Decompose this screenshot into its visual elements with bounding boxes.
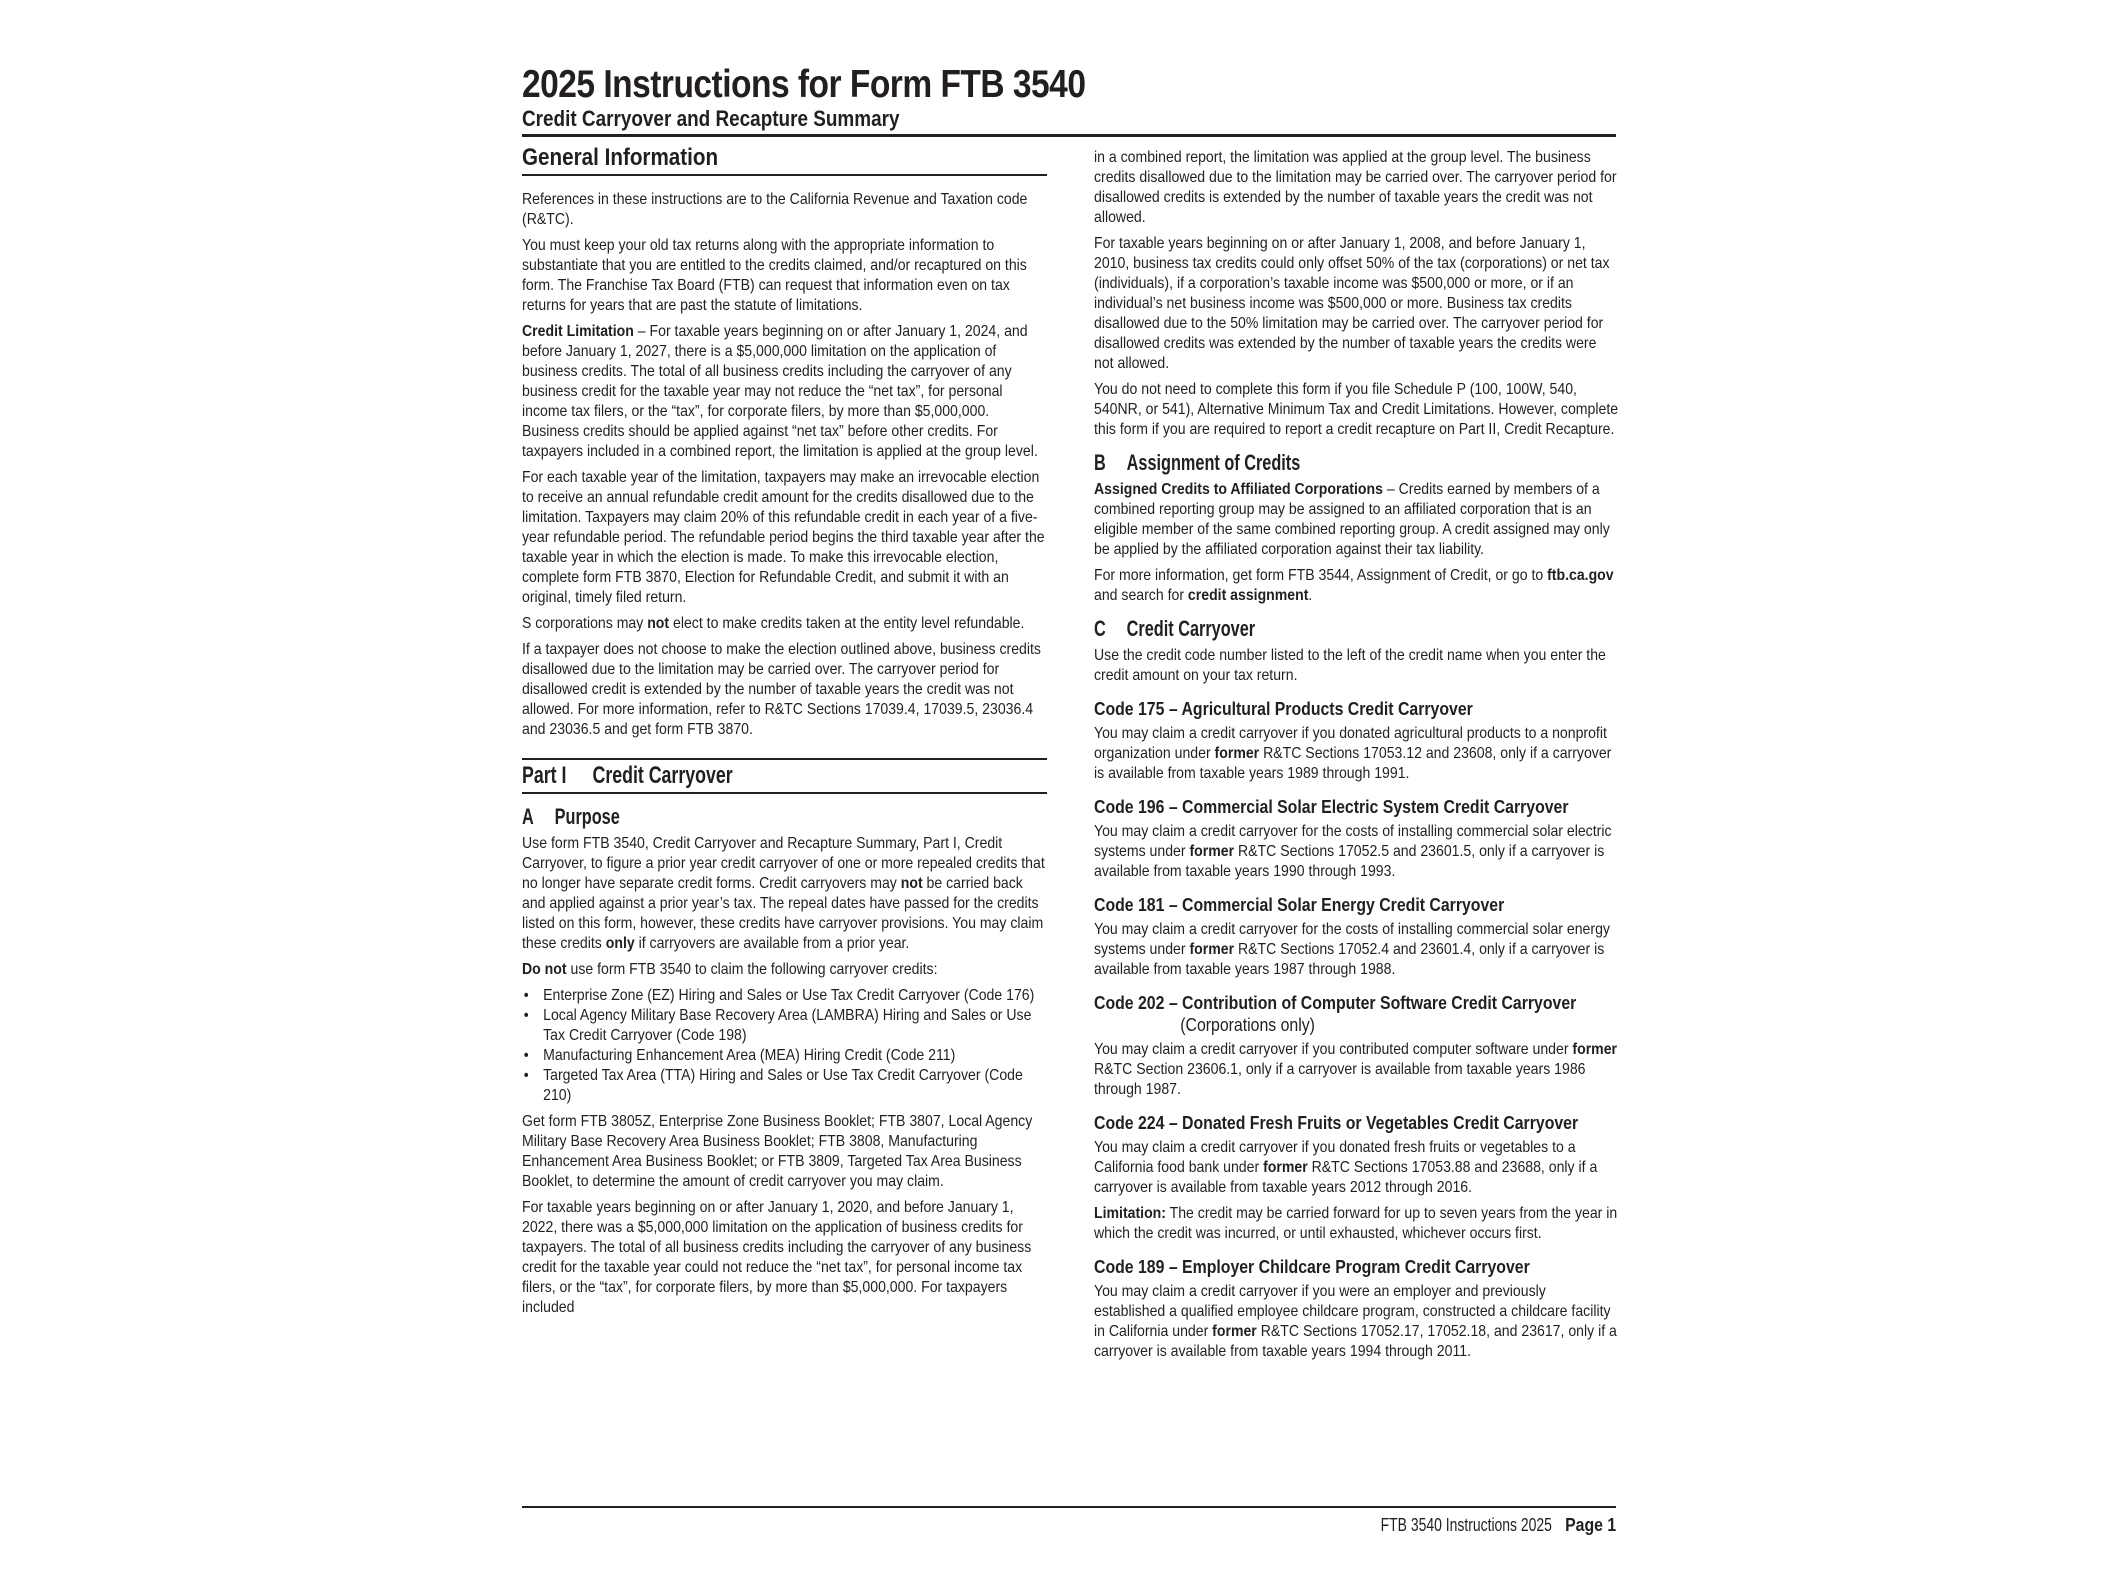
page-header [522, 64, 1616, 132]
code-181-heading: Code 181 – Commercial Solar Energy Credit Carryover [1094, 895, 1505, 915]
code-189-text: You may claim a credit carryover if you were an employer and previously established a qualified employee childcare program, constructed a childcare facility in California under former R&TC Sections 17052.17, 17052.18, and 23617, only if a carryover is available from taxable years 1994 through 2011. [1094, 1283, 1617, 1360]
credit-limitation-paragraph: Credit Limitation – For taxable years beginning on or after January 1, 2024, and before January 1, 2027, there is a $5,000,000 limitation on the application of business credits. The total of all business credits including the carryover of any business credit for the taxable year may not reduce the “net tax”, for personal income tax filers, or the “tax”, for corporate filers, by more than $5,000,000. Business credits should be applied against “net tax” before other credits. For taxpayers included in a combined report, the limitation is applied at the group level. [522, 323, 1038, 460]
code-202-subtitle: (Corporations only) [1180, 1015, 1315, 1035]
right-intro-body [1094, 148, 1619, 440]
general-paragraph: References in these instructions are to the California Revenue and Taxation code (R&TC). [522, 191, 1028, 228]
code-202-text: You may claim a credit carryover if you contributed computer software under former R&TC Section 23606.1, only if a carryover is available from taxable years 1986 through 1987. [1094, 1041, 1618, 1098]
code-175-text: You may claim a credit carryover if you donated agricultural products to a nonprofit organization under former R&TC Sections 17053.12 and 23608, only if a carryover is available from taxable years 1989 through 1991. [1094, 725, 1612, 782]
assigned-credits-paragraph: Assigned Credits to Affiliated Corporations – Credits earned by members of a combined reporting group may be assigned to an affiliated corporation that is an eligible member of the same combined reporting group. A credit assigned may only be applied by the affiliated corporation against their tax liability. [1094, 481, 1610, 558]
page-subtitle: Credit Carryover and Recapture Summary [522, 106, 900, 131]
footer-text: FTB 3540 Instructions 2025 [1380, 1515, 1552, 1535]
code-196-heading: Code 196 – Commercial Solar Electric System Credit Carryover [1094, 797, 1569, 817]
code-189-heading: Code 189 – Employer Childcare Program Credit Carryover [1094, 1257, 1530, 1277]
limitation-history-paragraph: For taxable years beginning on or after January 1, 2008, and before January 1, 2010, business tax credits could only offset 50% of the tax (corporations) or net tax (individuals), if a corporation’s taxable income was $500,000 or more, or if an individual’s net business income was $500,000 or more. Business tax credits disallowed due to the 50% limitation may be carried over. The carryover period for disallowed credits was extended by the number of taxable years the credits were not allowed. [1094, 235, 1610, 372]
purpose-heading: A Purpose [522, 804, 620, 829]
purpose-paragraph: Use form FTB 3540, Credit Carryover and Recapture Summary, Part I, Credit Carryover, to figure a prior year credit carryover of one or more repealed credits that no longer have separate credit forms. Credit carryovers may not be carried back and applied against a prior year’s tax. The repeal dates have passed for the credits listed on this form, however, these credits have carryover provisions. You may claim these credits only if carryovers are available from a prior year. [522, 835, 1045, 952]
excluded-credits-list [522, 986, 1047, 1106]
carryover-intro: Use the credit code number listed to the left of the credit name when you enter the credit amount on your tax return. [1094, 647, 1606, 684]
list-item: • Enterprise Zone (EZ) Hiring and Sales or Use Tax Credit Carryover (Code 176) [522, 986, 1047, 1006]
schedule-p-paragraph: You do not need to complete this form if you file Schedule P (100, 100W, 540, 540NR, or 541), Alternative Minimum Tax and Credit Limitations. However, complete this form if you are required to report a credit recapture on Part II, Credit Recapture. [1094, 381, 1619, 438]
purpose-paragraph: For taxable years beginning on or after January 1, 2020, and before January 1, 2022, there was a $5,000,000 limitation on the application of business credits for taxpayers. The total of all business credits including the carryover of any business credit for the taxable year could not reduce the “net tax”, for personal income tax filers, or the “tax”, for corporate filers, by more than $5,000,000. For taxpayers included [522, 1199, 1032, 1316]
code-181-text: You may claim a credit carryover for the costs of installing commercial solar energy systems under former R&TC Sections 17052.4 and 23601.4, only if a carryover is available from taxable years 1987 through 1988. [1094, 921, 1610, 978]
purpose-body [522, 834, 1047, 1318]
general-paragraph: You must keep your old tax returns along with the appropriate information to substantiate that you are entitled to the credits claimed, and/or recaptured on this form. The Franchise Tax Board (FTB) can request that information even on tax returns for years that are past the statute of limitations. [522, 237, 1027, 314]
assignment-body [1094, 480, 1619, 606]
page-footer [1290, 1514, 1616, 1536]
left-column [522, 144, 1047, 1324]
code-224-heading: Code 224 – Donated Fresh Fruits or Vegetables Credit Carryover [1094, 1113, 1579, 1133]
ftb-website-link[interactable]: ftb.ca.gov [1547, 567, 1614, 584]
code-196-text: You may claim a credit carryover for the costs of installing commercial solar electric systems under former R&TC Sections 17052.5 and 23601.5, only if a carryover is available from taxable years 1990 through 1993. [1094, 823, 1612, 880]
do-not-paragraph: Do not use form FTB 3540 to claim the following carryover credits: [522, 961, 938, 978]
list-item: • Manufacturing Enhancement Area (MEA) Hiring Credit (Code 211) [522, 1046, 1047, 1066]
code-224-text: You may claim a credit carryover if you donated fresh fruits or vegetables to a California food bank under former R&TC Sections 17053.88 and 23688, only if a carryover is available from taxable years 2012 through 2016. [1094, 1139, 1598, 1196]
code-175-heading: Code 175 – Agricultural Products Credit Carryover [1094, 699, 1473, 719]
code-202-heading: Code 202 – Contribution of Computer Software Credit Carryover (Corporations only) [1094, 992, 1619, 1036]
list-item: • Targeted Tax Area (TTA) Hiring and Sales or Use Tax Credit Carryover (Code 210) [522, 1066, 1047, 1106]
general-paragraph: For each taxable year of the limitation, taxpayers may make an irrevocable election to receive an annual refundable credit amount for the credits disallowed due to the limitation. Taxpayers may claim 20% of this refundable credit in each year of a five-year refundable period. The refundable period begins the third taxable year after the taxable year in which the election is made. To make this irrevocable election, complete form FTB 3870, Election for Refundable Credit, and submit it with an original, timely filed return. [522, 469, 1045, 606]
general-paragraph: If a taxpayer does not choose to make the election outlined above, business credits disallowed due to the limitation may be carried over. The carryover period for disallowed credit is extended by the number of taxable years the credit was not allowed. For more information, refer to R&TC Sections 17039.4, 17039.5, 23036.4 and 23036.5 and get form FTB 3870. [522, 641, 1041, 738]
credit-carryover-heading: C Credit Carryover [1094, 616, 1256, 641]
assignment-of-credits-heading: B Assignment of Credits [1094, 450, 1301, 475]
header-rule [522, 134, 1616, 137]
general-information-body [522, 190, 1047, 740]
continued-paragraph: in a combined report, the limitation was applied at the group level. The business credits disallowed due to the limitation may be carried over. The carryover period for disallowed credits is extended by the number of taxable years the credit was not allowed. [1094, 149, 1617, 226]
general-information-heading: General Information [522, 144, 1047, 176]
purpose-paragraph: Get form FTB 3805Z, Enterprise Zone Business Booklet; FTB 3807, Local Agency Military Base Recovery Area Business Booklet; FTB 3808, Manufacturing Enhancement Area Business Booklet; or FTB 3809, Targeted Tax Area Business Booklet, to determine the amount of credit carryover you may claim. [522, 1113, 1033, 1190]
s-corporations-paragraph: S corporations may not elect to make credits taken at the entity level refundable. [522, 615, 1025, 632]
credit-limitation-label: Credit Limitation [522, 323, 634, 340]
code-224-limitation: Limitation: The credit may be carried forward for up to seven years from the year in which the credit was incurred, or until exhausted, whichever occurs first. [1094, 1205, 1618, 1242]
credit-carryover-body [1094, 646, 1619, 1362]
part-i-heading: Part I Credit Carryover [522, 758, 1047, 794]
more-information-paragraph: For more information, get form FTB 3544, Assignment of Credit, or go to ftb.ca.gov and search for credit assignment. [1094, 567, 1614, 604]
page-title: 2025 Instructions for Form FTB 3540 [522, 63, 1086, 106]
footer-rule [522, 1506, 1616, 1508]
right-column [1094, 148, 1620, 1368]
page-number: Page 1 [1564, 1515, 1616, 1535]
list-item: • Local Agency Military Base Recovery Area (LAMBRA) Hiring and Sales or Use Tax Credit Carryover (Code 198) [522, 1006, 1047, 1046]
